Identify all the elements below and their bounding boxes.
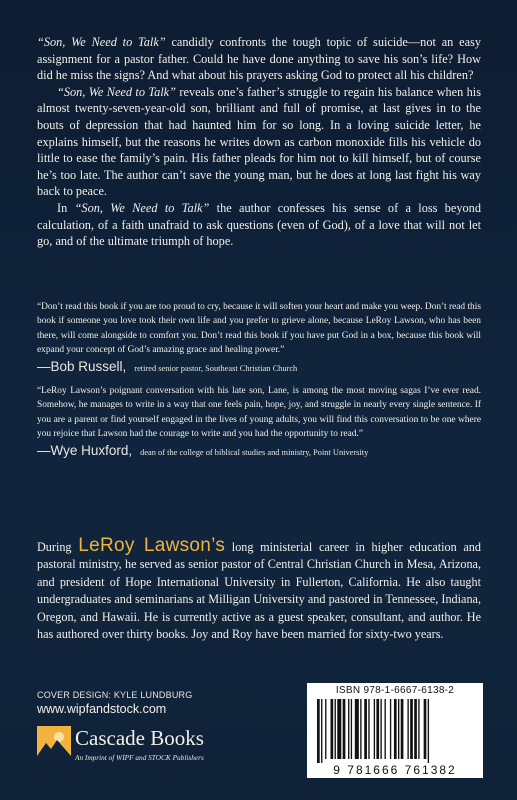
mountain-sun-logo-icon (37, 726, 71, 760)
endorsements (37, 300, 481, 458)
description-paragraph-3: In “Son, We Need to Talk” the author confesses his sense of a loss beyond calculation, of a faith unafraid to ask questions (even of God), of a love that will not let go, and of the ultimate triumph of hope. (37, 200, 481, 249)
barcode-bar (401, 699, 404, 759)
barcode-bar (385, 699, 386, 759)
barcode-bar (317, 699, 320, 763)
book-description (37, 34, 481, 250)
barcode-bar (418, 699, 419, 759)
author-name: LeRoy Lawson’s (78, 535, 226, 556)
publisher-website: www.wipfandstock.com (37, 702, 167, 716)
barcode-bar (414, 699, 417, 759)
description-paragraph-1: “Son, We Need to Talk” candidly confronts the tough topic of suicide—not an easy assignment for a pastor father. Could he have done anything to save his son’s life? How did he miss the signs? And what about his prayers asking God to protect all his children? (37, 35, 481, 83)
barcode-bar (364, 699, 367, 759)
barcode-digits: 9 781666 761382 (333, 763, 457, 777)
barcode-bar (325, 699, 326, 759)
publisher-logo (37, 724, 237, 768)
barcode-bar (343, 699, 346, 759)
barcode-bar (398, 699, 399, 759)
author-bio-paragraph: During LeRoy Lawson’s long ministerial career in higher education and pastoral ministry, he served as senior pastor of Central Christian Church in Mesa, Arizona, and president of Hope International University in Fullerton, California. He also taught undergraduates and seminarians at Milligan University and pastored in Tennessee, Indiana, Oregon, and Hawaii. He is currently active as a guest speaker, consultant, and author. He has authored over thirty books. Joy and Roy have been married for sixty-two years. (37, 535, 481, 642)
endorser-role: dean of the college of biblical studies and ministry, Point University (140, 448, 369, 458)
book-title-inline: “Son, We Need to Talk” (74, 200, 210, 215)
barcode-bar (390, 699, 391, 759)
cover-design-credit: COVER DESIGN: KYLE LUNDBURG (37, 690, 193, 700)
barcode-bar (376, 699, 379, 759)
book-title-inline: “Son, We Need to Talk” (37, 35, 166, 49)
isbn-label: ISBN 978-1-6667-6138-2 (335, 685, 455, 696)
barcode-bar (337, 699, 341, 759)
endorsement (37, 384, 481, 458)
barcode-bar (355, 699, 359, 759)
endorser-name: —Bob Russell, (37, 359, 127, 375)
book-title-inline: “Son, We Need to Talk” (57, 84, 176, 99)
publisher-name: Cascade Books (75, 726, 204, 750)
barcode-bar (428, 699, 429, 763)
barcode-bar (424, 699, 427, 759)
barcode-bar (410, 699, 413, 759)
endorser-role: retired senior pastor, Southeast Christian Church (134, 364, 298, 374)
endorsement-attribution (37, 359, 481, 374)
endorsement (37, 300, 481, 374)
barcode-bar (374, 699, 375, 759)
publisher-tagline: An Imprint of WIPF and STOCK Publishers (75, 753, 204, 762)
barcode-bar (321, 699, 322, 763)
barcode-bar (331, 699, 334, 759)
barcode-bar (368, 699, 369, 759)
barcode-bar (380, 699, 381, 759)
endorser-name: —Wye Huxford, (37, 443, 133, 459)
endorsement-text: “LeRoy Lawson’s poignant conversation with his late son, Lane, is among the most moving sagas I’ve ever read. Somehow, he manages to write in a way that one feels pain, hope, joy, and struggle in nearly every single sentence. If you are a parent or find yourself engaged in the lives of young adults, you will find this conversation to be one where you rejoice that Lawson had the courage to write and you had the opportunity to read.” (37, 386, 481, 440)
barcode-bar (351, 699, 352, 759)
description-paragraph-2: “Son, We Need to Talk” reveals one’s father’s struggle to regain his balance when his almost twenty-seven-year-old son, brilliant and full of promise, at last gives in to the bouts of depression that had haunted him for so long. In a loving suicide letter, he explains himself, but the reasons he writes down as carbon monoxide fills his vehicle do little to ease the family’s pain. His father pleads for him not to kill himself, but of course he’s too late. The author can’t save the young man, but he does at long last fight his way back to peace. (37, 84, 481, 199)
barcode-bar (407, 699, 408, 759)
barcode-bars (315, 699, 475, 763)
barcode-bar (394, 699, 397, 759)
barcode-bar (348, 699, 349, 759)
barcode-bar (335, 699, 336, 759)
isbn-barcode (307, 683, 483, 778)
endorsement-attribution (37, 443, 481, 458)
endorsement-text: “Don’t read this book if you are too proud to cry, because it will soften your heart and make you weep. Don’t read this book if someone you love took their own life and you prefer to grieve alone, because LeRoy Lawson, who has been there, will come alongside to comfort you. Don’t read this book if you have put God in a box, because this book will expand your concept of God’s amazing grace and healing power.” (37, 302, 481, 355)
barcode-bar (360, 699, 361, 759)
author-bio (37, 537, 481, 643)
